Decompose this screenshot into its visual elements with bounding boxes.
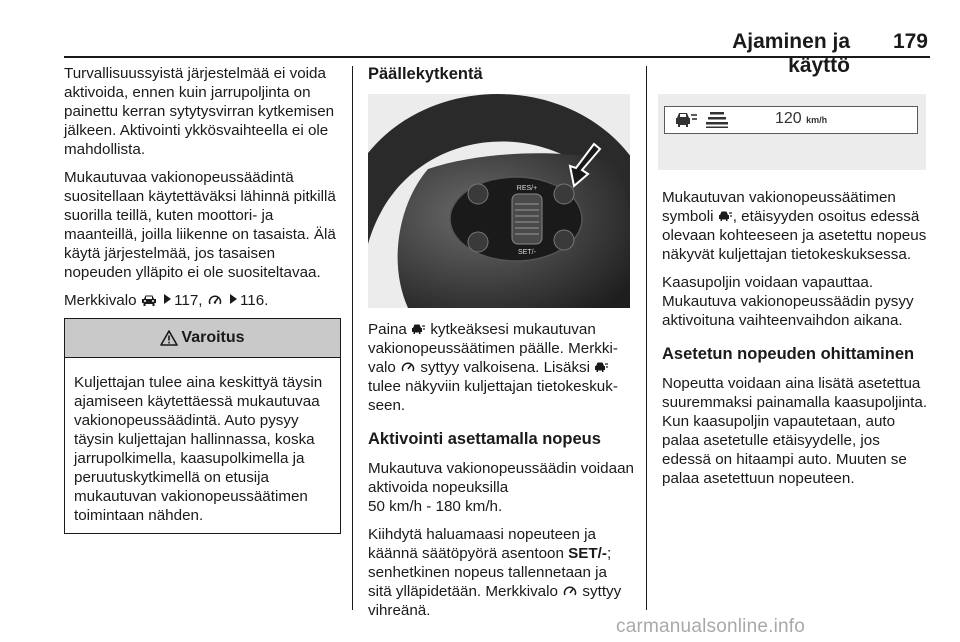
paragraph-activation-speeds: Mukautuva vakionopeussäädin voidaan aktivoida nopeuksilla xyxy=(368,460,634,496)
text-stored: ; senhetkinen nopeus tallennetaan ja sitä ylläpidetään. Merkkivalo xyxy=(368,545,612,600)
display-speed-value: 120 xyxy=(775,110,802,127)
page-ref-116[interactable]: 116. xyxy=(239,292,269,309)
paragraph-speed-range: 50 km/h - 180 km/h. xyxy=(368,498,503,515)
text-display-info: , etäisyyden osoitus edessä olevaan kohteeseen ja asetettu nopeus näkyvät kuljettajan tietokeskuksessa. xyxy=(662,208,927,263)
page-ref-arrow-icon xyxy=(230,294,237,304)
text-press: Paina xyxy=(368,321,407,338)
text-turn-on: kytkeäksesi mukautuvan vakionopeussäätimen päälle. Merkkivalo xyxy=(368,321,618,376)
cruise-control-icon xyxy=(562,585,578,598)
heading-override: Asetetun nopeuden ohittaminen xyxy=(662,345,915,363)
page-ref-arrow-icon xyxy=(164,294,171,304)
paragraph-safety: Turvallisuussyistä järjestelmää ei voida aktivoida, ennen kuin jarrupoljinta on painettu kerran sytytysvirran kytkemisen jälkeen. Aktivointi ykkösvaihteella ei ole mahdollista. xyxy=(64,65,335,158)
warning-box xyxy=(64,318,341,534)
column-2-text xyxy=(368,320,634,629)
adaptive-cruise-icon xyxy=(594,361,609,374)
steering-wheel-illustration xyxy=(368,94,630,308)
text-accelerate: Kiihdytä haluamaasi nopeuteen ja käännä säätöpyörä asentoon xyxy=(368,526,596,562)
page-section-title: Ajaminen ja käyttö xyxy=(732,30,850,77)
column-divider-1 xyxy=(352,66,353,610)
cruise-control-icon xyxy=(207,294,223,307)
paragraph-override: Nopeutta voidaan aina lisätä asetettua suuremmaksi painamalla kaasupoljinta. Kun kaasupoljin vapautetaan, auto palaa asetetulle etäisyydelle, jos edessä on hitaampi auto. Muuten se palaa asetettuun nopeuteen. xyxy=(662,375,928,487)
driver-display-figure xyxy=(658,94,926,170)
column-3 xyxy=(662,188,930,497)
column-divider-2 xyxy=(646,66,647,610)
paragraph-indicator-refs xyxy=(64,291,342,310)
cruise-control-icon xyxy=(400,361,416,374)
display-set-speed xyxy=(775,110,827,128)
steering-wheel-figure xyxy=(368,94,630,308)
adaptive-cruise-icon xyxy=(675,111,699,129)
text-symbol: Mukautuvan vakionopeussäätimen symboli xyxy=(662,189,896,225)
driver-display-panel xyxy=(664,106,918,134)
column-1 xyxy=(64,64,342,319)
column-2 xyxy=(368,64,634,94)
text-set-minus: SET/- xyxy=(568,545,607,562)
heading-switch-on: Päällekytkentä xyxy=(368,65,483,83)
warning-text: Kuljettajan tulee aina keskittyä täysin ajamiseen käytettäessä mukautuvaa vakionopeussäädintä. Auto pysyy täysin kuljettajan hallinnassa, koska jarrupolkimella, kaasupolkimella ja peruutuskytkimellä on etusija mukautuvan vakionopeussäätimen toimintaan nähden. xyxy=(74,374,323,524)
paragraph-release-pedal: Kaasupoljin voidaan vapauttaa. Mukautuva vakionopeussäädin pysyy aktivoituna vaihteenvaihdon aikana. xyxy=(662,274,914,329)
text-lights-white: syttyy valkoisena. Lisäksi xyxy=(420,359,591,376)
distance-bars-icon xyxy=(705,111,729,129)
warning-title: Varoitus xyxy=(181,329,245,346)
wheel-set-label: SET/- xyxy=(518,249,536,256)
indicator-label: Merkkivalo xyxy=(64,292,137,309)
adaptive-cruise-icon xyxy=(411,323,426,336)
paragraph-recommendation: Mukautuvaa vakionopeussäädintä suositellaan käytettäväksi lähinnä pitkillä suorilla teillä, kuten moottori- ja maanteillä, joilla liikenne on tasaista. Älä käytä järjestelmää, jos tasaisen nopeuden ylläpito ei ole suositeltavaa. xyxy=(64,169,336,281)
warning-triangle-icon xyxy=(160,330,178,346)
car-front-icon xyxy=(141,294,157,307)
page-ref-117[interactable]: 117, xyxy=(174,292,203,309)
watermark: carmanualsonline.info xyxy=(616,616,806,637)
adaptive-cruise-icon xyxy=(718,210,733,223)
paragraph-display-symbol xyxy=(662,188,930,264)
warning-header xyxy=(65,319,340,358)
display-speed-unit: km/h xyxy=(806,115,828,125)
paragraph-set-speed xyxy=(368,525,634,620)
heading-activation: Aktivointi asettamalla nopeus xyxy=(368,430,601,448)
page-number: 179 xyxy=(892,30,928,53)
wheel-res-label: RES/+ xyxy=(516,185,538,192)
text-driver-info: tulee näkyviin kuljettajan tietokeskukseen. xyxy=(368,378,618,414)
header-divider xyxy=(64,56,930,58)
text-lights-green: syttyy vihreänä. xyxy=(368,583,622,619)
paragraph-press-button xyxy=(368,320,634,415)
